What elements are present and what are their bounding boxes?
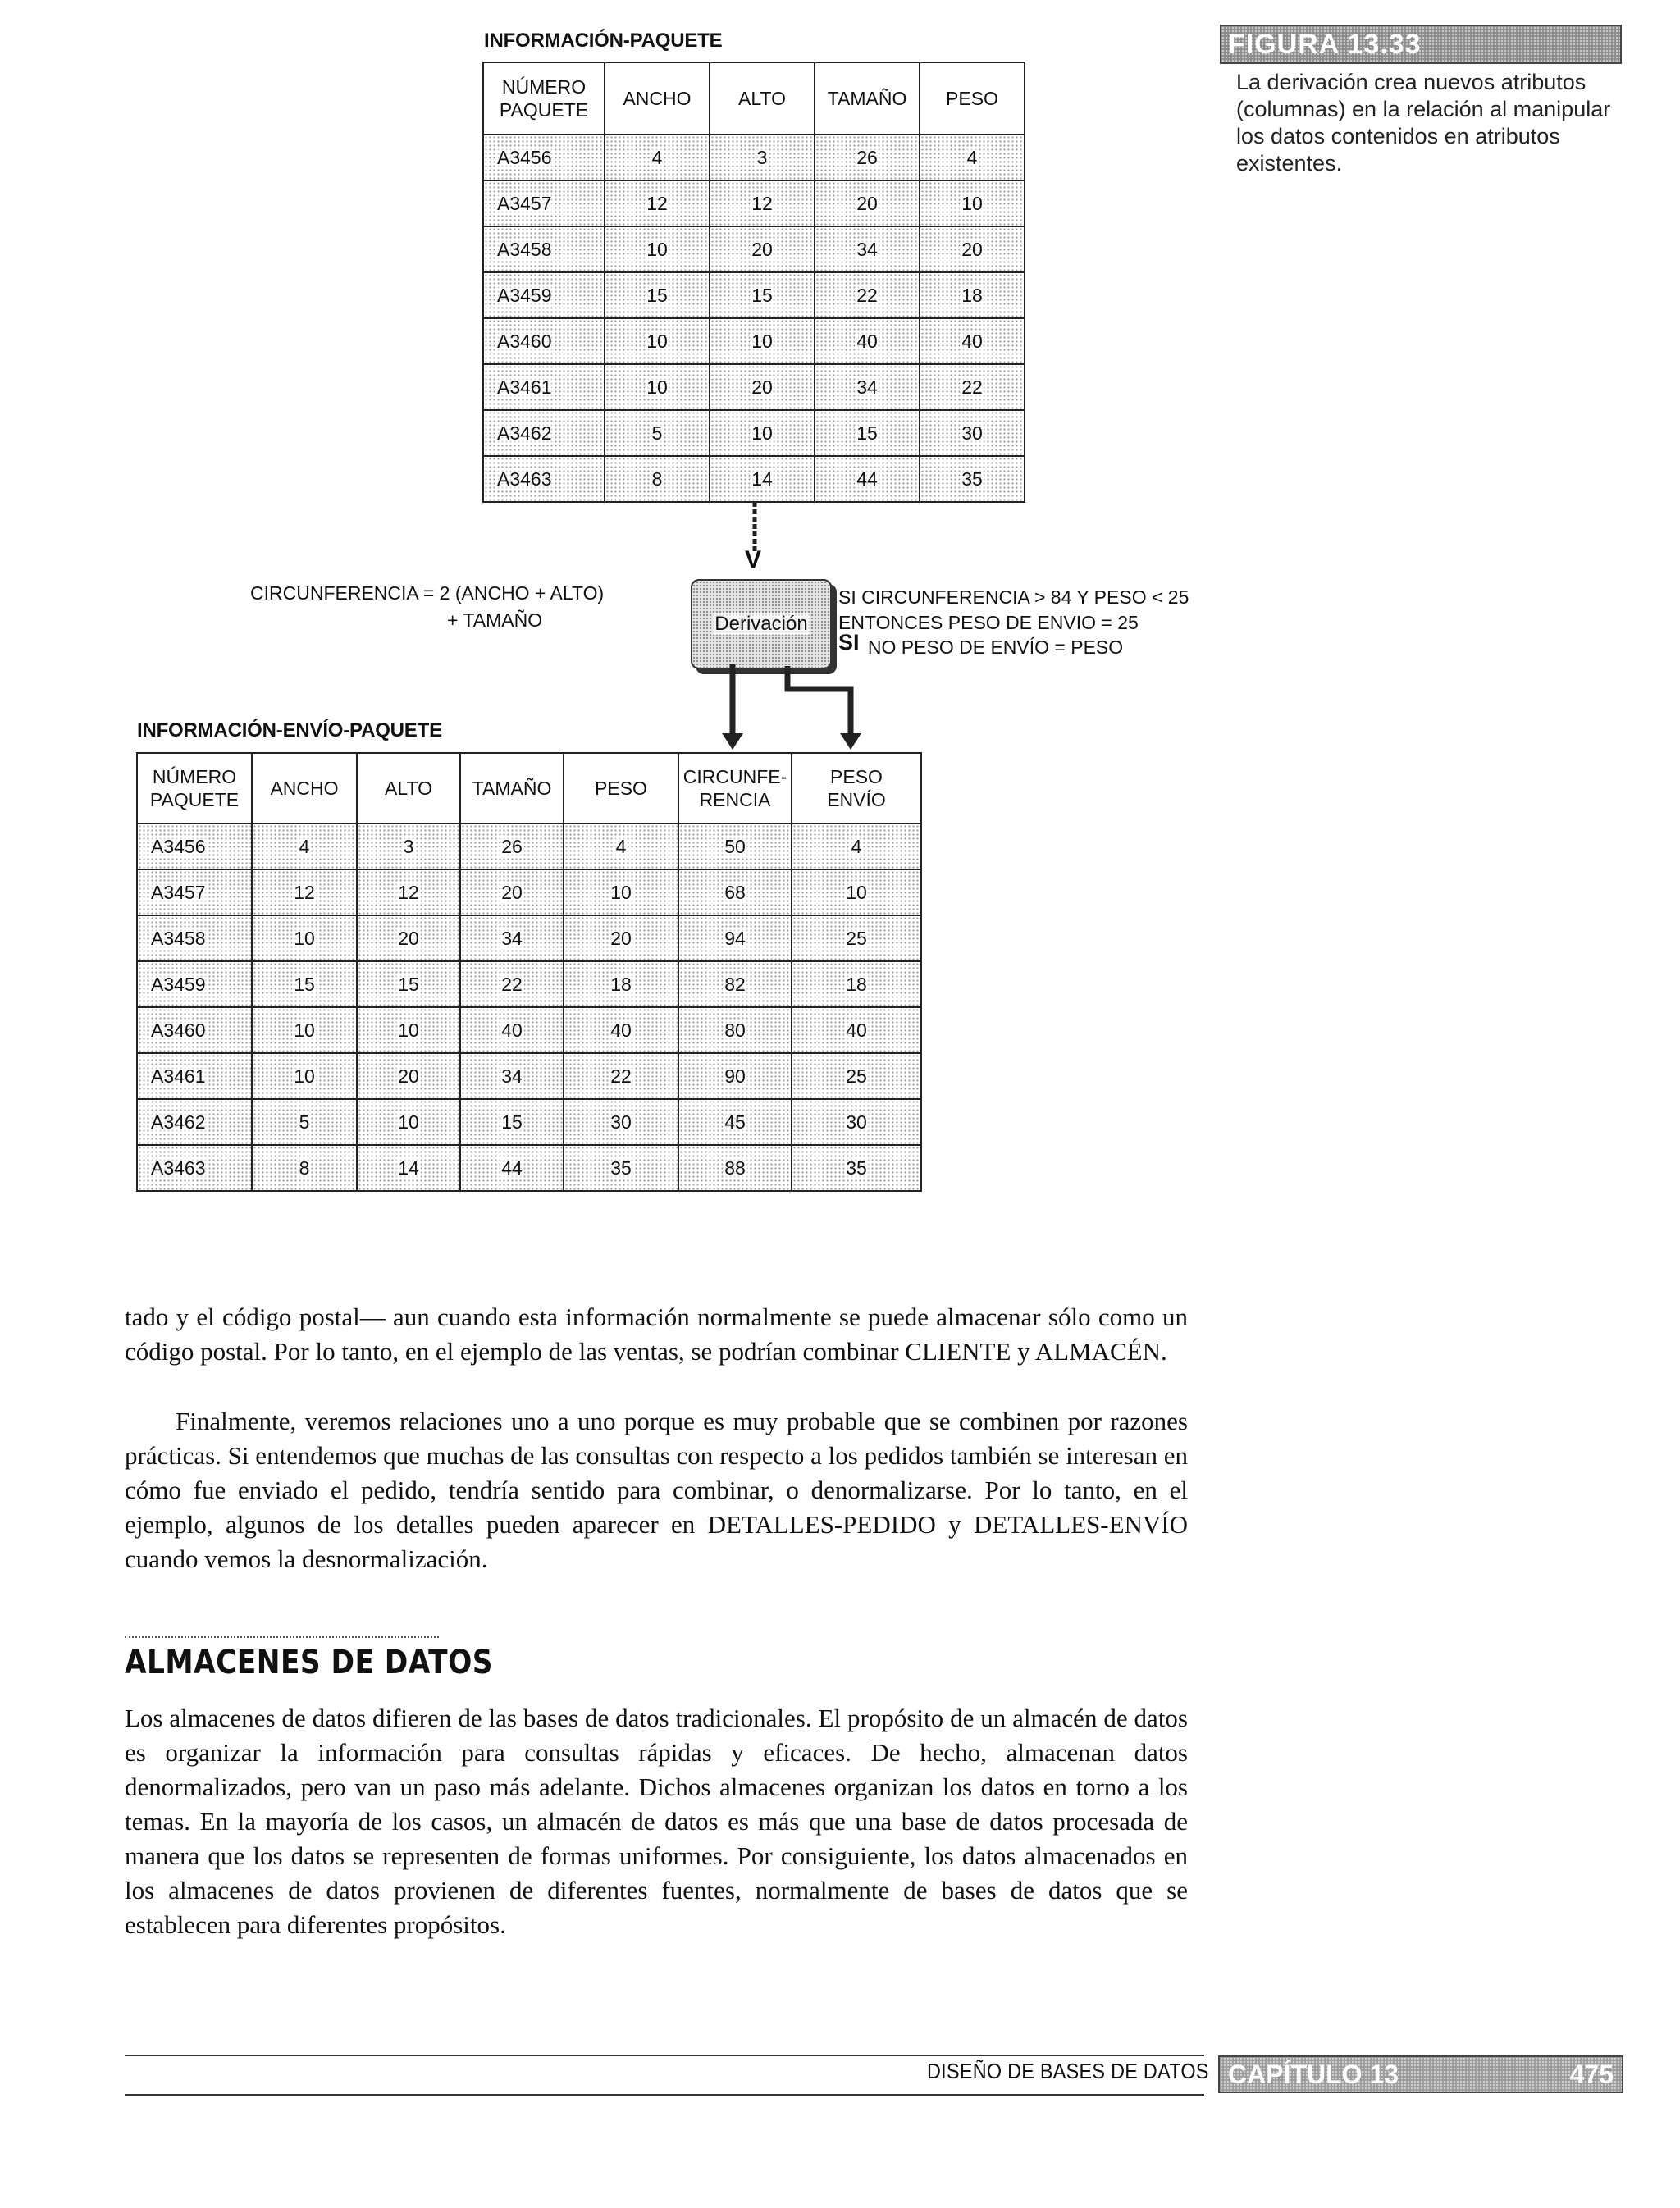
cell-value: 22 (501, 973, 523, 995)
column-header (564, 753, 678, 823)
section-heading: ALMACENES DE DATOS (125, 1644, 493, 1681)
cell-value: 35 (846, 1156, 867, 1179)
cell-value: 10 (751, 330, 773, 352)
column-header-line: ALTO (385, 778, 432, 799)
package-number-cell (483, 272, 605, 318)
table-cell (252, 1053, 357, 1099)
cell-value: 10 (294, 1065, 315, 1087)
cell-value: 10 (751, 422, 773, 444)
cell-value: 15 (501, 1111, 523, 1133)
table-cell (460, 1053, 564, 1099)
table-row (137, 961, 921, 1007)
cell-value: 12 (294, 881, 315, 903)
footer-running-title: DISEÑO DE BASES DE DATOS (927, 2059, 1209, 2083)
cell-value: A3456 (151, 835, 206, 857)
table-cell (678, 823, 792, 869)
table-cell (605, 180, 710, 226)
table-cell (792, 915, 921, 961)
cell-value: 8 (651, 468, 663, 490)
column-header-line: PESO (830, 766, 883, 787)
column-header (357, 753, 460, 823)
cell-value: 26 (856, 146, 878, 168)
column-header-line: ALTO (738, 88, 786, 109)
paragraph-2: Finalmente, veremos relaciones uno a uno porque es muy probable que se combinen por razones prácticas. Si entendemos que muchas de las consultas con respecto a los pedidos también se interesan en cómo fue enviado el pedido, tendría sentido para combinar, o denormalizarse. Por lo tanto, en el ejemplo, algunos de los detalles pueden aparecer en DETALLES-PEDIDO y DETALLES-ENVÍO cuando vemos la desnormalización. (125, 1407, 1188, 1573)
cell-value: 34 (501, 1065, 523, 1087)
cell-value: 15 (398, 973, 419, 995)
column-header-line: TAMAÑO (472, 778, 552, 799)
package-number-cell (137, 1053, 252, 1099)
table-row (137, 1099, 921, 1145)
arrow-to-shipping-weight-icon (840, 733, 861, 750)
cell-value: 35 (961, 468, 983, 490)
table-cell (605, 226, 710, 272)
cell-value: 18 (610, 973, 632, 995)
table-cell (357, 823, 460, 869)
rule-line-2: ENTONCES PESO DE ENVIO = 25 (838, 612, 1139, 633)
cell-value: 30 (961, 422, 983, 444)
package-number-cell (137, 869, 252, 915)
package-number-cell (137, 823, 252, 869)
table-cell (678, 1007, 792, 1053)
table1-title: INFORMACIÓN-PAQUETE (484, 30, 723, 52)
table-cell (252, 915, 357, 961)
table-cell (920, 410, 1025, 456)
column-header-line: TAMAÑO (827, 88, 907, 109)
table-cell (710, 180, 815, 226)
table-row (483, 410, 1025, 456)
column-header-line: ANCHO (270, 778, 339, 799)
table-cell (605, 456, 710, 502)
table-cell (564, 1145, 678, 1191)
column-header (460, 753, 564, 823)
cell-value: 34 (856, 238, 878, 260)
table-cell (920, 364, 1025, 410)
cell-value: 15 (751, 284, 773, 306)
table-cell (605, 272, 710, 318)
table-cell (815, 364, 920, 410)
cell-value: 40 (501, 1019, 523, 1041)
table-row (137, 869, 921, 915)
table-cell (792, 1053, 921, 1099)
column-header (252, 753, 357, 823)
cell-value: 20 (856, 192, 878, 214)
cell-value: 26 (501, 835, 523, 857)
table-cell (564, 961, 678, 1007)
cell-value: 20 (398, 1065, 419, 1087)
cell-value: 3 (403, 835, 414, 857)
table-cell (920, 272, 1025, 318)
table-cell (678, 1145, 792, 1191)
table-row (483, 272, 1025, 318)
table-cell (710, 272, 815, 318)
table-cell (815, 226, 920, 272)
cell-value: 30 (610, 1111, 632, 1133)
cell-value: A3457 (497, 192, 552, 214)
cell-value: 22 (856, 284, 878, 306)
table-cell (564, 1007, 678, 1053)
cell-value: 10 (961, 192, 983, 214)
cell-value: 15 (646, 284, 668, 306)
cell-value: 40 (856, 330, 878, 352)
table-row (483, 180, 1025, 226)
table-cell (357, 1099, 460, 1145)
table-cell (815, 180, 920, 226)
shipping-weight-rule (838, 584, 1249, 661)
cell-value: 34 (856, 376, 878, 398)
table-cell (564, 823, 678, 869)
cell-value: 45 (724, 1111, 746, 1133)
header-row (483, 62, 1025, 135)
section-rule-dotted (125, 1636, 439, 1638)
cell-value: 5 (651, 422, 663, 444)
cell-value: 22 (961, 376, 983, 398)
cell-value: A3457 (151, 881, 206, 903)
table-cell (460, 1099, 564, 1145)
cell-value: A3459 (497, 284, 552, 306)
column-header-line: ENVÍO (827, 789, 886, 810)
cell-value: A3459 (151, 973, 206, 995)
column-header (920, 62, 1025, 135)
table-cell (678, 961, 792, 1007)
cell-value: 10 (294, 927, 315, 949)
cell-value: 82 (724, 973, 746, 995)
cell-value: 20 (610, 927, 632, 949)
table-cell (252, 1145, 357, 1191)
table-row (483, 318, 1025, 364)
package-number-cell (483, 456, 605, 502)
column-header (605, 62, 710, 135)
table-cell (792, 1099, 921, 1145)
cell-value: 10 (398, 1111, 419, 1133)
cell-value: 14 (398, 1156, 419, 1179)
page-number: 475 (1569, 2060, 1614, 2089)
cell-value: 88 (724, 1156, 746, 1179)
table-cell (357, 1145, 460, 1191)
column-header-line: PAQUETE (149, 789, 240, 810)
cell-value: 18 (961, 284, 983, 306)
table-row (483, 226, 1025, 272)
table-cell (357, 915, 460, 961)
table-cell (678, 1053, 792, 1099)
derivation-box-label: Derivación (714, 613, 808, 635)
column-header (792, 753, 921, 823)
package-number-cell (137, 1007, 252, 1053)
cell-value: A3458 (497, 238, 552, 260)
chapter-label: CAPÍTULO 13 (1228, 2060, 1399, 2089)
cell-value: 10 (846, 881, 867, 903)
cell-value: 4 (966, 146, 978, 168)
cell-value: A3461 (151, 1065, 206, 1087)
table-cell (920, 180, 1025, 226)
cell-value: A3462 (151, 1111, 206, 1133)
table-cell (252, 823, 357, 869)
cell-value: 80 (724, 1019, 746, 1041)
cell-value: 12 (751, 192, 773, 214)
table-cell (678, 1099, 792, 1145)
cell-value: 44 (501, 1156, 523, 1179)
table-cell (815, 135, 920, 180)
cell-value: 12 (646, 192, 668, 214)
cell-value: 50 (724, 835, 746, 857)
table-row (137, 915, 921, 961)
table-cell (605, 410, 710, 456)
cell-value: 10 (398, 1019, 419, 1041)
cell-value: 44 (856, 468, 878, 490)
column-header-line: RENCIA (699, 789, 771, 810)
paragraph-1: tado y el código postal— aun cuando esta información normalmente se puede almacenar sólo como un código postal. Por lo tanto, en el ejemplo de las ventas, se podrían combinar CLIENTE y ALMACÉN. (125, 1302, 1188, 1366)
table-cell (710, 410, 815, 456)
cell-value: 14 (751, 468, 773, 490)
table-cell (564, 869, 678, 915)
cell-value: A3463 (151, 1156, 206, 1179)
package-info-table (482, 62, 1025, 503)
table-cell (460, 961, 564, 1007)
cell-value: 10 (646, 376, 668, 398)
cell-value: 40 (961, 330, 983, 352)
table-cell (460, 869, 564, 915)
rule-line-3-prefix: SI (838, 630, 860, 655)
table-cell (815, 272, 920, 318)
package-number-cell (137, 961, 252, 1007)
table-cell (815, 456, 920, 502)
table-cell (710, 318, 815, 364)
table-cell (564, 1099, 678, 1145)
cell-value: A3456 (497, 146, 552, 168)
cell-value: A3462 (497, 422, 552, 444)
cell-value: 4 (299, 835, 310, 857)
column-header (710, 62, 815, 135)
column-header-line: PAQUETE (499, 99, 589, 121)
cell-value: 10 (294, 1019, 315, 1041)
table-row (483, 364, 1025, 410)
figure-badge (1220, 25, 1622, 64)
cell-value: 10 (646, 330, 668, 352)
table-cell (920, 318, 1025, 364)
cell-value: 20 (398, 927, 419, 949)
package-number-cell (483, 135, 605, 180)
table-row (483, 135, 1025, 180)
cell-value: 12 (398, 881, 419, 903)
table-cell (460, 1145, 564, 1191)
arrow-label: V (745, 546, 762, 573)
table-row (137, 823, 921, 869)
column-header (137, 753, 252, 823)
table-cell (920, 135, 1025, 180)
cell-value: A3458 (151, 927, 206, 949)
table-cell (710, 135, 815, 180)
table-row (483, 456, 1025, 502)
table-cell (605, 364, 710, 410)
paragraph-3: Los almacenes de datos difieren de las bases de datos tradicionales. El propósito de un almacén de datos es organizar la información para consultas rápidas y eficaces. De hecho, almacenan datos denormalizados, pero van un paso más adelante. Dichos almacenes organizan los datos en torno a los temas. En la mayoría de los casos, un almacén de datos es más que una base de datos procesada de manera que los datos se representen de formas uniformes. Por consiguiente, los datos almacenados en los almacenes de datos provienen de diferentes fuentes, normalmente de bases de datos que se establecen para diferentes propósitos. (125, 1704, 1188, 1939)
table-cell (710, 364, 815, 410)
cell-value: 30 (846, 1111, 867, 1133)
arrow-to-circumference-icon (722, 733, 743, 750)
cell-value: 68 (724, 881, 746, 903)
cell-value: 8 (299, 1156, 310, 1179)
cell-value: A3460 (151, 1019, 206, 1041)
cell-value: 5 (299, 1111, 310, 1133)
column-header-line: NÚMERO (501, 76, 587, 98)
table2-title: INFORMACIÓN-ENVÍO-PAQUETE (137, 719, 442, 741)
shipping-info-table (136, 752, 922, 1192)
cell-value: 40 (610, 1019, 632, 1041)
table-cell (252, 869, 357, 915)
cell-value: 20 (501, 881, 523, 903)
formula-line-1: CIRCUNFERENCIA = 2 (ANCHO + ALTO) (250, 582, 605, 604)
column-header (815, 62, 920, 135)
package-number-cell (137, 915, 252, 961)
cell-value: A3461 (497, 376, 552, 398)
rule-line-3: NO PESO DE ENVÍO = PESO (867, 636, 1124, 658)
table-cell (920, 226, 1025, 272)
package-number-cell (137, 1099, 252, 1145)
table-cell (678, 915, 792, 961)
cell-value: 35 (610, 1156, 632, 1179)
cell-value: 22 (610, 1065, 632, 1087)
circumference-formula (250, 580, 677, 634)
table-row (137, 1053, 921, 1099)
table-cell (710, 456, 815, 502)
column-header-line: NÚMERO (152, 766, 237, 787)
cell-value: 10 (610, 881, 632, 903)
figure-badge-label: FIGURA 13.33 (1228, 29, 1422, 60)
formula-line-2: + TAMAÑO (447, 609, 543, 631)
table-cell (357, 961, 460, 1007)
column-header (678, 753, 792, 823)
cell-value: A3463 (497, 468, 552, 490)
cell-value: 15 (856, 422, 878, 444)
package-number-cell (483, 318, 605, 364)
table-cell (792, 1007, 921, 1053)
cell-value: 20 (751, 238, 773, 260)
table-cell (815, 410, 920, 456)
table-cell (792, 1145, 921, 1191)
table-cell (460, 915, 564, 961)
table-cell (605, 135, 710, 180)
table-row (137, 1007, 921, 1053)
header-row (137, 753, 921, 823)
cell-value: A3460 (497, 330, 552, 352)
footer-rule-bottom (125, 2094, 1204, 2096)
package-number-cell (483, 410, 605, 456)
package-number-cell (137, 1145, 252, 1191)
derivation-output-arrows (705, 656, 886, 755)
cell-value: 18 (846, 973, 867, 995)
table-cell (460, 1007, 564, 1053)
cell-value: 40 (846, 1019, 867, 1041)
cell-value: 25 (846, 1065, 867, 1087)
cell-value: 34 (501, 927, 523, 949)
table-cell (605, 318, 710, 364)
table-cell (710, 226, 815, 272)
cell-value: 3 (756, 146, 768, 168)
column-header-line: PESO (946, 88, 998, 109)
chapter-badge (1218, 2055, 1623, 2093)
cell-value: 25 (846, 927, 867, 949)
rule-line-1: SI CIRCUNFERENCIA > 84 Y PESO < 25 (838, 586, 1189, 608)
column-header-line: CIRCUNFE- (682, 766, 788, 787)
table-cell (815, 318, 920, 364)
table-cell (792, 869, 921, 915)
column-header-line: ANCHO (623, 88, 692, 109)
table-cell (564, 915, 678, 961)
table-cell (792, 823, 921, 869)
cell-value: 20 (751, 376, 773, 398)
cell-value: 20 (961, 238, 983, 260)
table-cell (460, 823, 564, 869)
cell-value: 4 (615, 835, 627, 857)
cell-value: 4 (651, 146, 663, 168)
cell-value: 94 (724, 927, 746, 949)
table-cell (920, 456, 1025, 502)
column-header-line: PESO (595, 778, 647, 799)
figure-caption: La derivación crea nuevos atributos (columnas) en la relación al manipular los datos contenidos en atributos existentes. (1236, 70, 1611, 176)
table-cell (678, 869, 792, 915)
package-number-cell (483, 364, 605, 410)
table-cell (252, 1007, 357, 1053)
cell-value: 10 (646, 238, 668, 260)
table-cell (792, 961, 921, 1007)
table-cell (252, 1099, 357, 1145)
package-number-cell (483, 226, 605, 272)
package-number-cell (483, 180, 605, 226)
table-cell (252, 961, 357, 1007)
cell-value: 15 (294, 973, 315, 995)
table-row (137, 1145, 921, 1191)
footer-rule-top (125, 2055, 1204, 2056)
cell-value: 90 (724, 1065, 746, 1087)
table-cell (357, 1007, 460, 1053)
table-cell (357, 869, 460, 915)
table-cell (564, 1053, 678, 1099)
cell-value: 4 (851, 835, 862, 857)
table-cell (357, 1053, 460, 1099)
column-header (483, 62, 605, 135)
